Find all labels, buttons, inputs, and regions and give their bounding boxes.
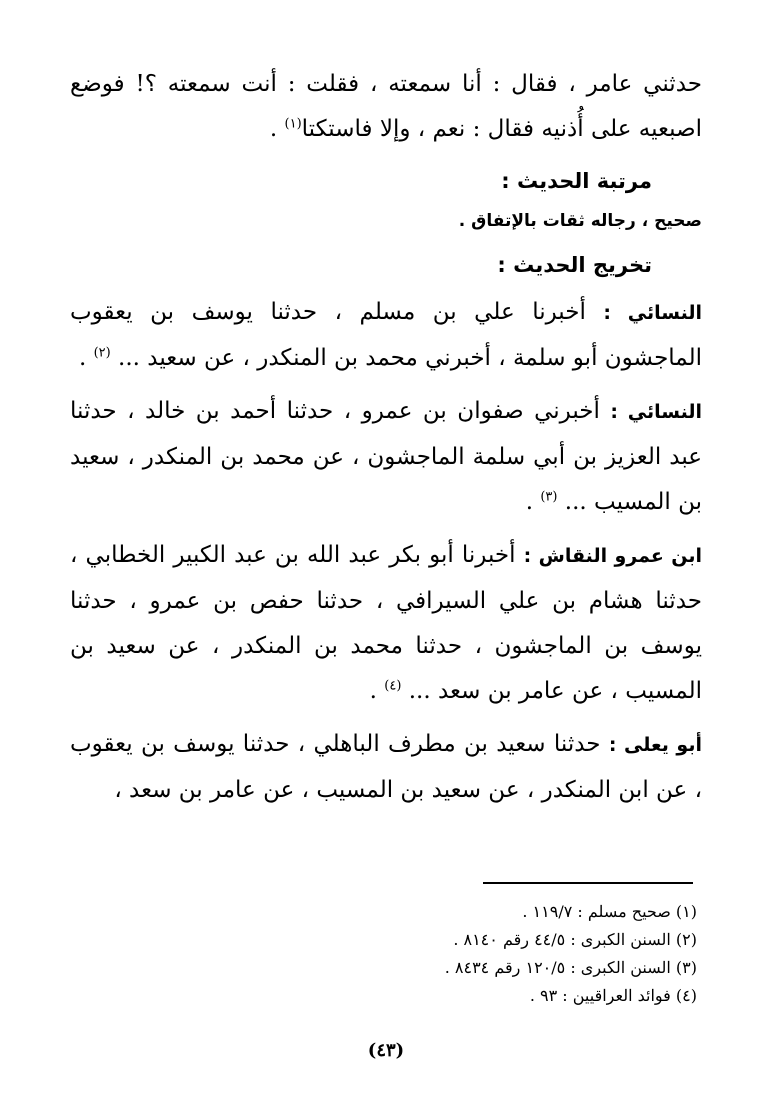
footnote-ref-2: (٢): [93, 345, 111, 361]
page-number: (٤٣): [367, 1040, 405, 1061]
entry-source: ابن عمرو النقاش :: [523, 545, 702, 567]
entry-paragraph: [70, 290, 702, 381]
page-body: [70, 62, 702, 813]
intro-paragraph: [70, 62, 702, 152]
entry-text: حدثنا سعيد بن مطرف الباهلي ، حدثنا يوسف بن يعقوب ، عن ابن المنكدر ، عن سعيد بن المسيب ، عن عامر بن سعد ،: [70, 731, 702, 803]
footnote-item: (١) صحيح مسلم : ١١٩/٧ .: [522, 902, 697, 921]
entry-tail: .: [369, 678, 385, 704]
intro-text: حدثني عامر ، فقال : أنا سمعته ، فقلت : أنت سمعته ؟! فوضع اصبعيه على أُذنيه فقال : نعم ، وإلا فاستكتا: [70, 71, 702, 142]
entry-source: النسائي :: [610, 401, 702, 423]
entry-paragraph: [70, 389, 702, 525]
entry-source: أبو يعلى :: [608, 734, 702, 756]
entry-tail: .: [525, 489, 541, 515]
footnotes: [297, 898, 697, 1010]
entry-tail: .: [78, 345, 94, 371]
grade-heading: مرتبة الحديث :: [501, 169, 652, 193]
footnote-ref-3: (٣): [540, 489, 558, 505]
footnote-item: (٢) السنن الكبرى : ٤٤/٥ رقم ٨١٤٠ .: [453, 930, 697, 949]
entry-source: النسائي :: [603, 302, 702, 324]
takhrij-heading: تخريج الحديث :: [497, 253, 652, 277]
entry-text: أخبرنا أبو بكر عبد الله بن عبد الكبير الخطابي ، حدثنا هشام بن علي السيرافي ، حدثنا حفص بن عمرو ، حدثنا يوسف بن الماجشون ، حدثنا محمد بن المنكدر ، عن سعيد بن المسيب ، عن عامر بن سعد ...: [70, 542, 702, 704]
entry-paragraph: [70, 533, 702, 714]
intro-tail: .: [269, 116, 285, 142]
entry-text: أخبرني صفوان بن عمرو ، حدثنا أحمد بن خالد ، حدثنا عبد العزيز بن أبي سلمة الماجشون ، عن محمد بن المنكدر ، سعيد بن المسيب ...: [70, 398, 702, 515]
footnote-item: (٤) فوائد العراقيين : ٩٣ .: [529, 986, 697, 1005]
entry-text: أخبرنا علي بن مسلم ، حدثنا يوسف بن يعقوب الماجشون أبو سلمة ، أخبرني محمد بن المنكدر ، عن سعيد ...: [70, 299, 702, 371]
footnote-ref-4: (٤): [384, 678, 402, 694]
footnote-ref-1: (١): [284, 116, 302, 132]
footnote-divider: [483, 882, 693, 884]
footnote-item: (٣) السنن الكبرى : ١٢٠/٥ رقم ٨٤٣٤ .: [444, 958, 697, 977]
entry-paragraph: [70, 722, 702, 813]
grade-text: صحيح ، رجاله ثقات بالإتفاق .: [458, 211, 702, 231]
